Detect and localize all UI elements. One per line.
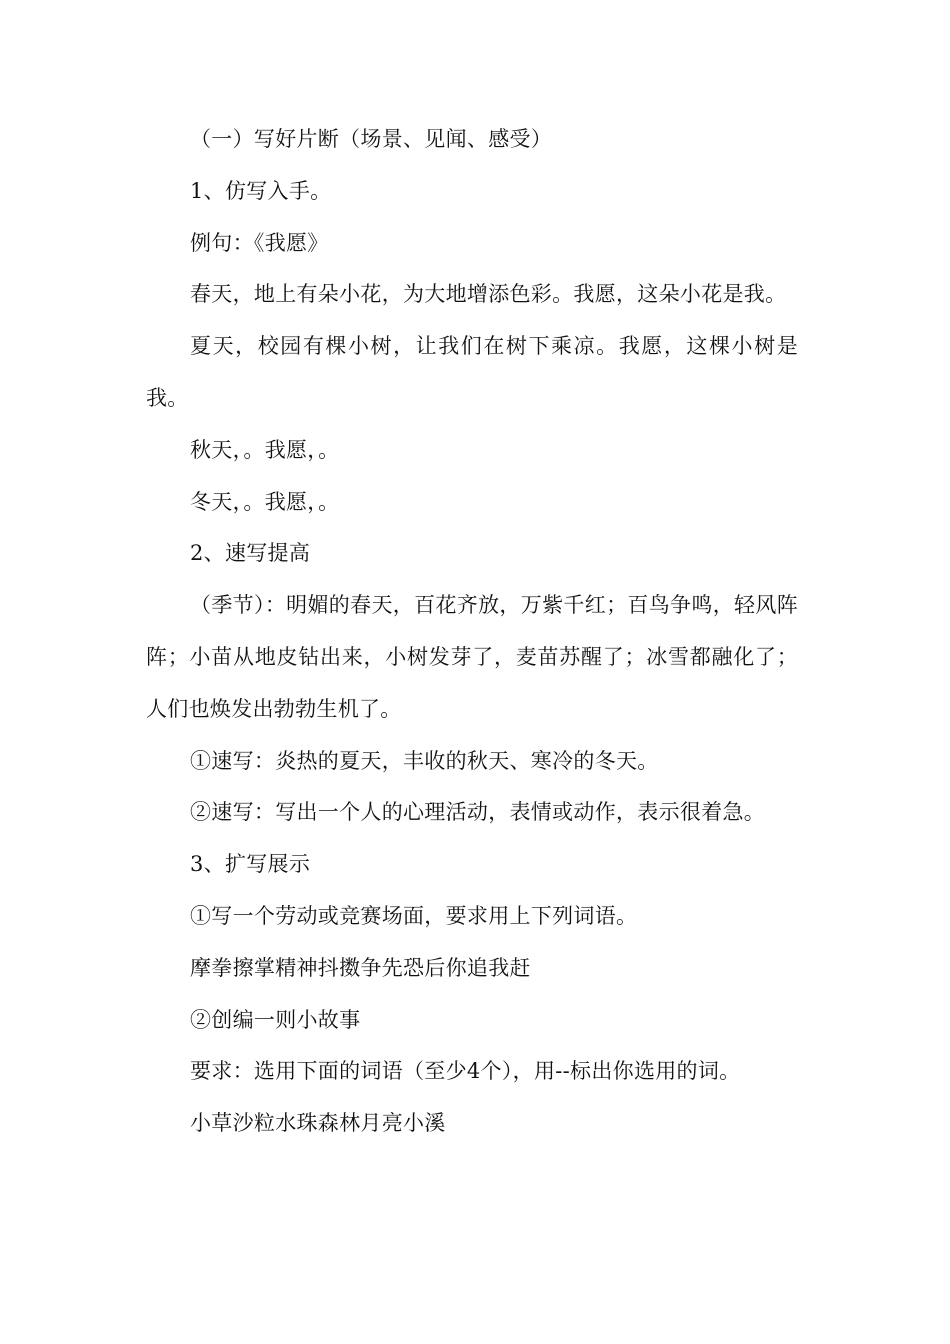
example-winter: 冬天，。我愿，。 <box>190 489 340 514</box>
subheading-imitation: 1、仿写入手。 <box>190 178 332 203</box>
word-list-1: 摩拳擦掌精神抖擞争先恐后你追我赶 <box>190 955 531 980</box>
expansion-task-1: ①写一个劳动或竞赛场面，要求用上下列词语。 <box>190 903 638 928</box>
season-description: （季节）：明媚的春天，百花齐放，万紫千红；百鸟争鸣，轻风阵阵；小苗从地皮钻出来，小树发芽了，麦苗苏醒了；冰雪都融化了；人们也焕发出勃勃生机了。 <box>146 593 798 721</box>
example-spring: 春天，地上有朵小花，为大地增添色彩。我愿，这朵小花是我。 <box>190 282 787 307</box>
example-autumn: 秋天，。我愿，。 <box>190 437 340 462</box>
quick-writing-task-1: ①速写：炎热的夏天，丰收的秋天、寒冷的冬天。 <box>190 748 659 773</box>
word-list-2: 小草沙粒水珠森林月亮小溪 <box>190 1111 446 1136</box>
subheading-quick-writing: 2、速写提高 <box>190 541 311 566</box>
quick-writing-task-2: ②速写：写出一个人的心理活动，表情或动作，表示很着急。 <box>190 800 766 825</box>
document-body <box>146 114 798 1150</box>
subheading-expansion: 3、扩写展示 <box>190 852 311 877</box>
example-title: 例句：《我愿》 <box>190 230 329 255</box>
example-summer: 夏天，校园有棵小树，让我们在树下乘凉。我愿，这棵小树是我。 <box>146 334 798 410</box>
expansion-task-2: ②创编一则小故事 <box>190 1007 361 1032</box>
story-requirement: 要求：选用下面的词语（至少4个），用--标出你选用的词。 <box>190 1059 741 1084</box>
section-heading: （一）写好片断（场景、见闻、感受） <box>190 127 553 151</box>
